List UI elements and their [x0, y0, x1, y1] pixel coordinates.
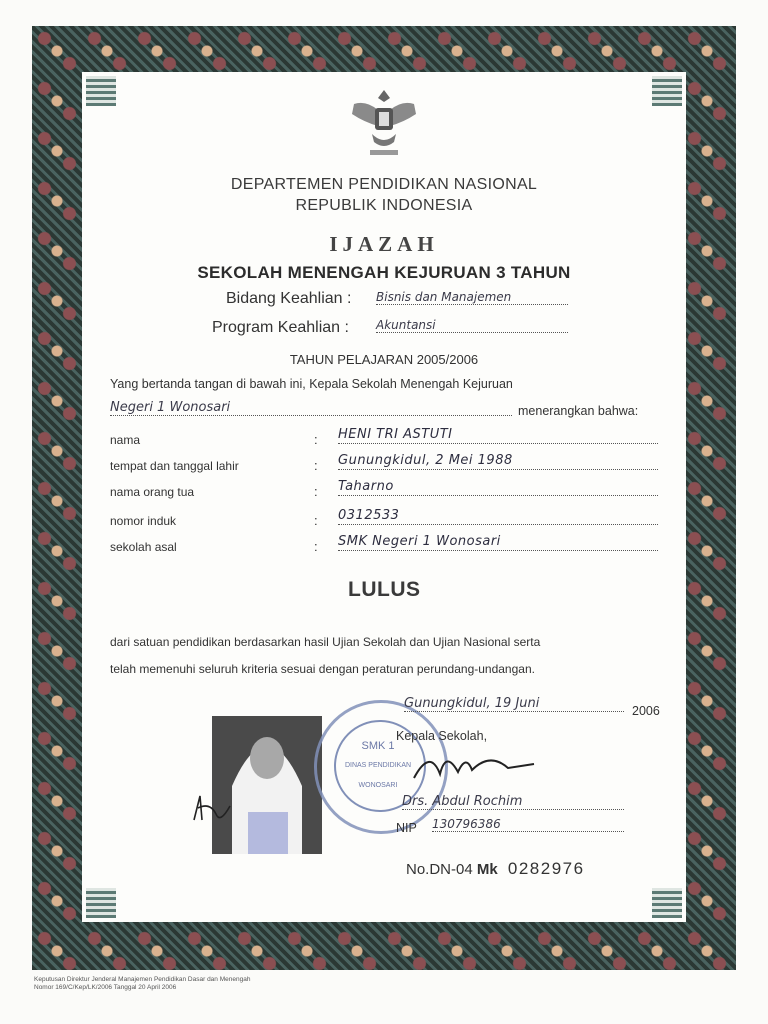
bidang-value: Bisnis dan Manajemen [376, 290, 568, 305]
corner-ornament [86, 76, 116, 106]
school-name: Negeri 1 Wonosari [110, 400, 512, 416]
intro-text: Yang bertanda tangan di bawah ini, Kepala Sekolah Menengah Kejuruan [110, 377, 513, 391]
signature-place-date: Gunungkidul, 19 Juni [404, 696, 624, 712]
field-value-sekolah-asal: SMK Negeri 1 Wonosari [338, 534, 658, 551]
student-photo [212, 716, 322, 854]
statement-line-1: dari satuan pendidikan berdasarkan hasil Ujian Sekolah dan Ujian Nasional serta [110, 635, 541, 649]
student-signature-icon [190, 790, 236, 830]
nip-label: NIP [396, 821, 417, 835]
corner-ornament [652, 888, 682, 918]
stamp-bottom-text: WONOSARI [358, 782, 398, 789]
corner-ornament [86, 888, 116, 918]
signature-year: 2006 [632, 704, 660, 718]
academic-year: TAHUN PELAJARAN 2005/2006 [289, 352, 479, 367]
serial-digits: 0282976 [507, 859, 585, 878]
serial-mk: Mk [476, 861, 498, 878]
field-label-nama: nama [110, 433, 141, 447]
signature-role: Kepala Sekolah, [396, 729, 488, 743]
footer-line-1: Keputusan Direktur Jenderal Manajemen Pendidikan Dasar dan Menengah [34, 976, 251, 983]
field-value-ttl: Gunungkidul, 2 Mei 1988 [338, 453, 658, 470]
field-value-orang-tua: Taharno [338, 479, 658, 496]
school-type: SEKOLAH MENENGAH KEJURUAN 3 TAHUN [197, 263, 571, 282]
field-value-nomor-induk: 0312533 [338, 508, 658, 525]
ministry-line: DEPARTEMEN PENDIDIKAN NASIONAL [230, 176, 538, 193]
program-label: Program Keahlian : [212, 319, 349, 336]
field-label-orang-tua: nama orang tua [110, 485, 195, 499]
certificate-title: IJAZAH [329, 232, 439, 256]
result-status: LULUS [348, 578, 421, 601]
stamp-top-text: SMK 1 [361, 740, 395, 752]
principal-signature-icon [410, 744, 540, 788]
principal-name: Drs. Abdul Rochim [402, 794, 624, 810]
intro-suffix: menerangkan bahwa: [518, 404, 639, 418]
garuda-emblem-icon [344, 82, 424, 162]
colon: : [314, 458, 318, 473]
footer-line-2: Nomor 169/C/Kep/LK/2006 Tanggal 20 April 2006 [34, 984, 177, 991]
field-value-nama: HENI TRI ASTUTI [338, 427, 658, 444]
country-line: REPUBLIK INDONESIA [295, 197, 473, 214]
bidang-label: Bidang Keahlian : [226, 290, 352, 307]
serial-code: DN-04 [429, 861, 473, 878]
field-label-sekolah-asal: sekolah asal [110, 540, 177, 554]
corner-ornament [652, 76, 682, 106]
serial-number [406, 859, 585, 879]
field-label-ttl: tempat dan tanggal lahir [110, 459, 239, 473]
serial-prefix: No. [406, 861, 430, 878]
portrait-icon [212, 716, 322, 854]
nip-value: 130796386 [432, 817, 624, 832]
stamp-middle-text: DINAS PENDIDIKAN [344, 762, 412, 769]
program-value: Akuntansi [376, 318, 568, 333]
statement-line-2: telah memenuhi seluruh kriteria sesuai dengan peraturan perundang-undangan. [110, 662, 535, 676]
colon: : [314, 432, 318, 447]
colon: : [314, 513, 318, 528]
colon: : [314, 484, 318, 499]
field-label-nomor-induk: nomor induk [110, 514, 177, 528]
colon: : [314, 539, 318, 554]
